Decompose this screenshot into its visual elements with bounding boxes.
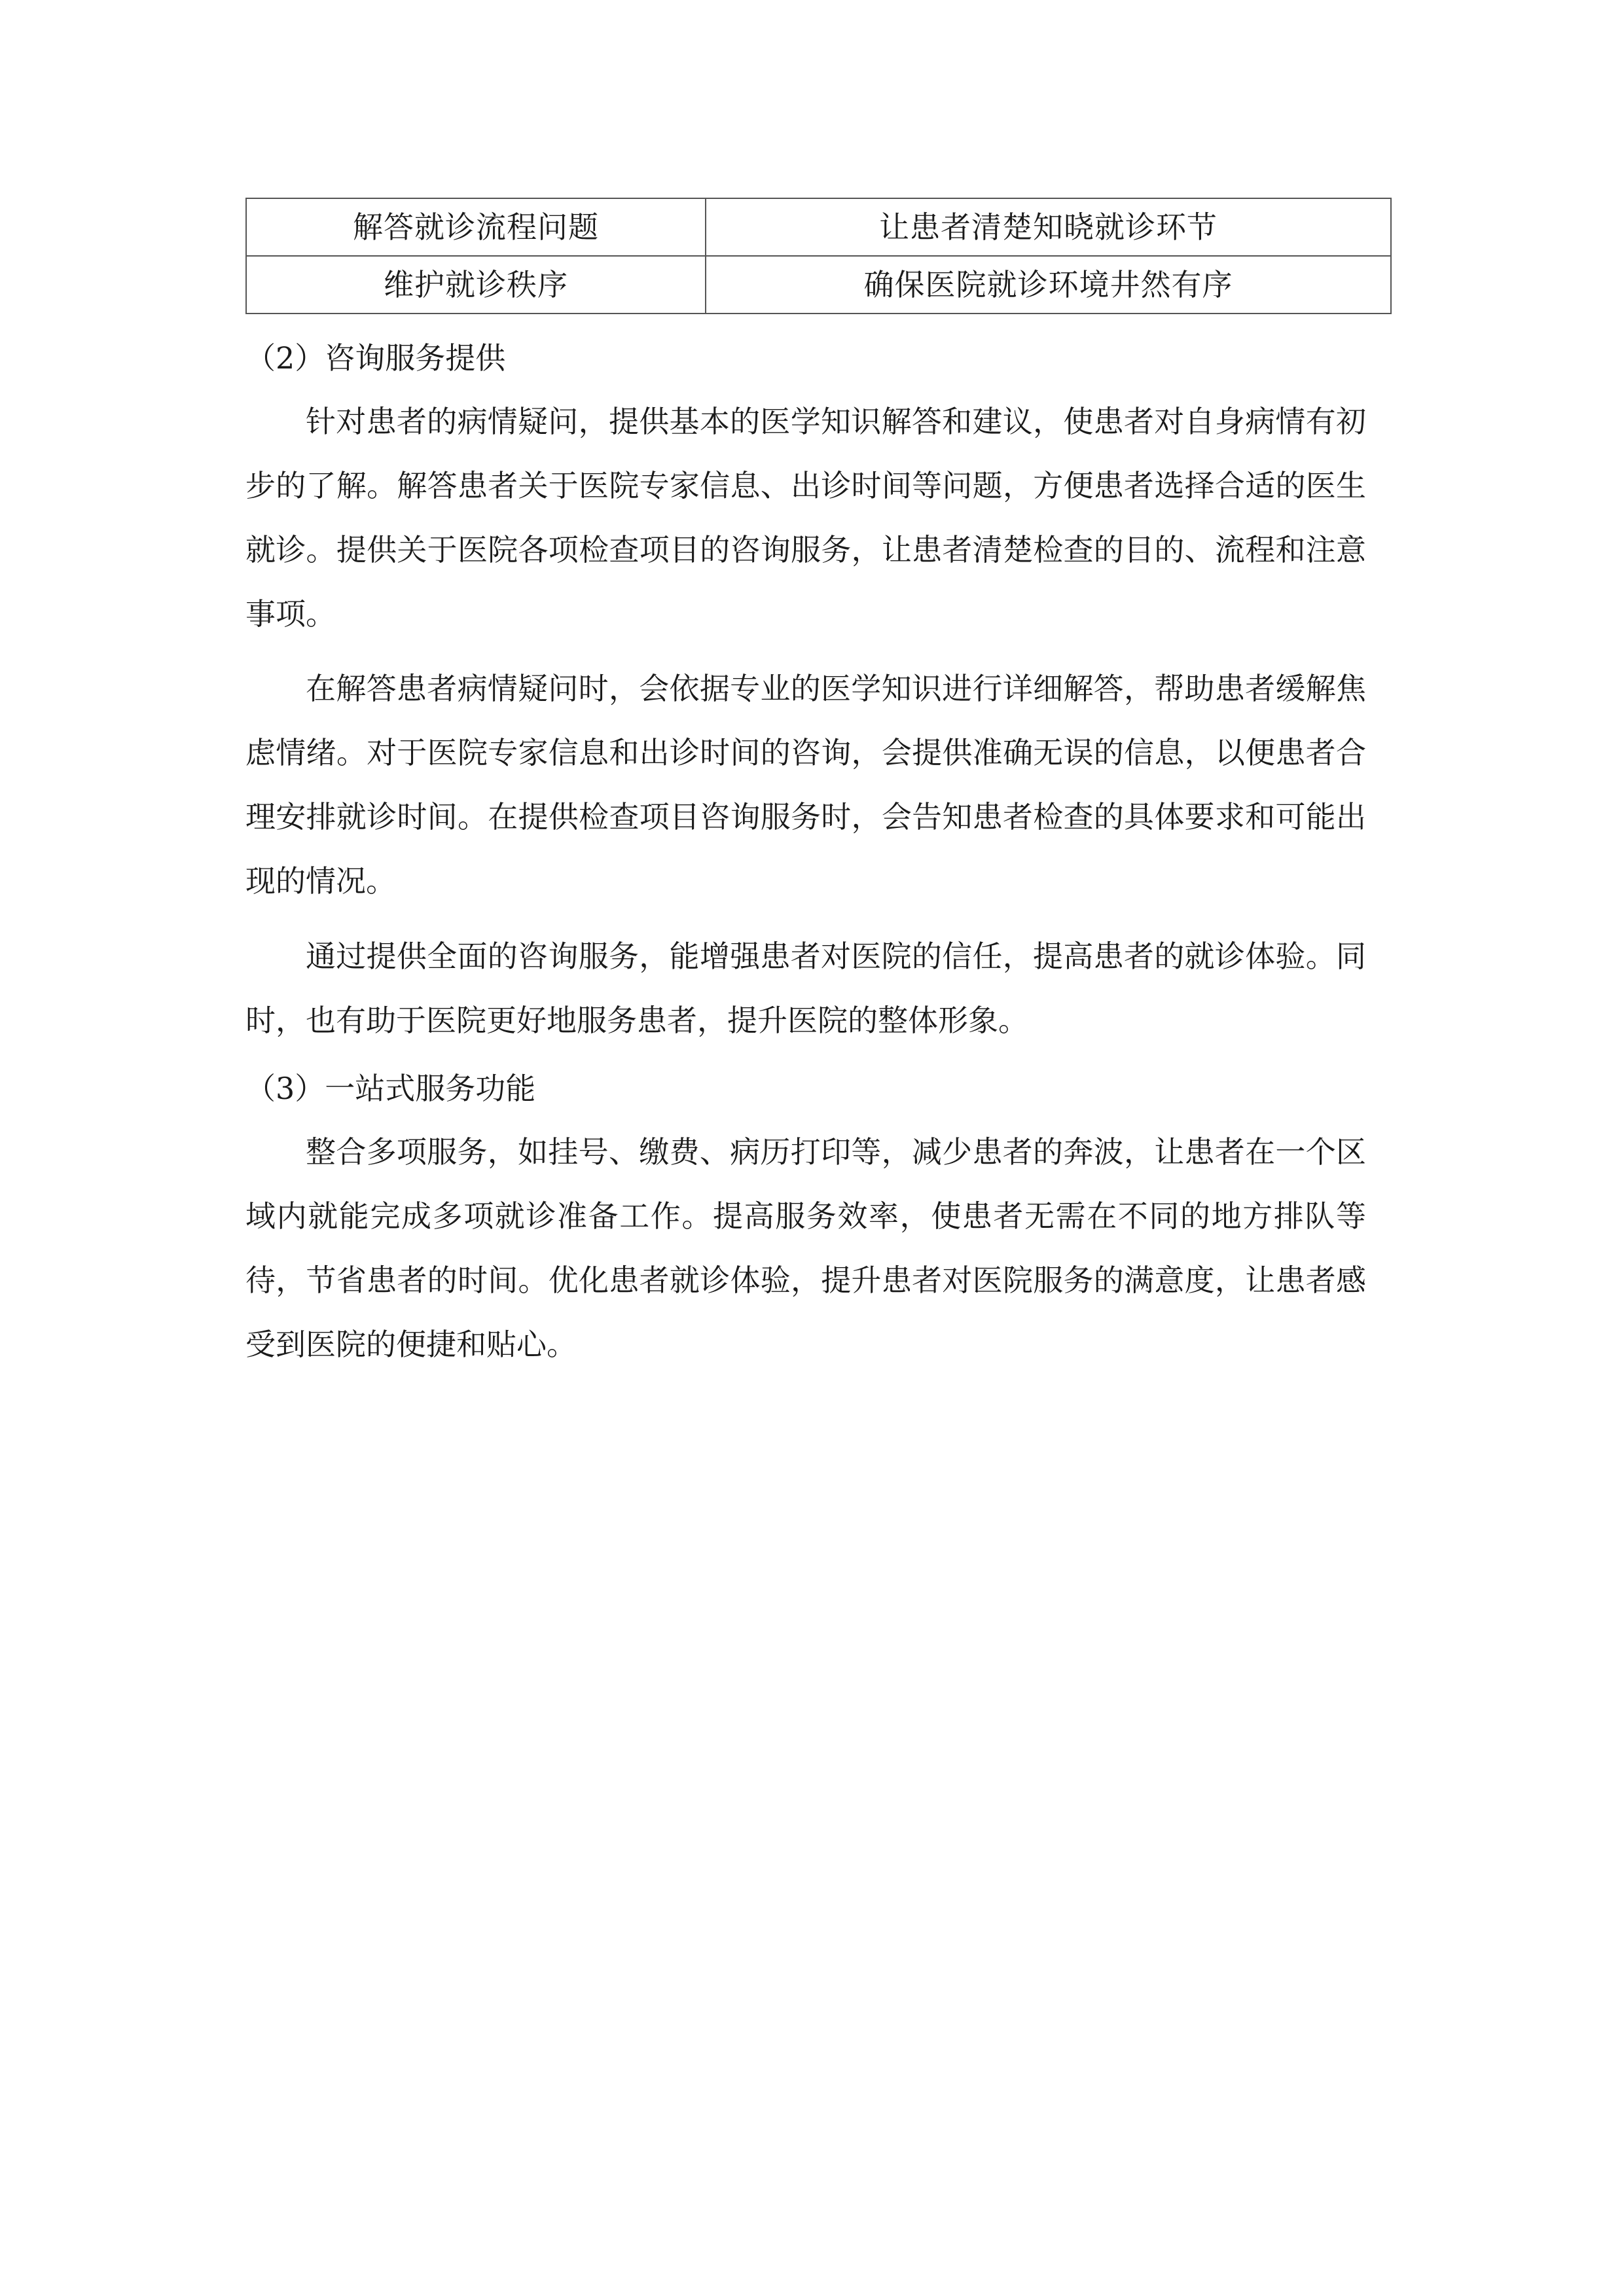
table-cell: 解答就诊流程问题 <box>246 198 706 256</box>
table-row <box>246 198 1391 256</box>
paragraph: 通过提供全面的咨询服务，能增强患者对医院的信任，提高患者的就诊体验。同时，也有助于医院更好地服务患者，提升医院的整体形象。 <box>245 939 1366 1038</box>
paragraph: 整合多项服务，如挂号、缴费、病历打印等，减少患者的奔波，让患者在一个区域内就能完成多项就诊准备工作。提高服务效率，使患者无需在不同的地方排队等待，节省患者的时间。优化患者就诊体验，提升患者对医院服务的满意度，让患者感受到医院的便捷和贴心。 <box>245 1134 1366 1362</box>
section-heading: （3）一站式服务功能 <box>245 1071 536 1106</box>
section-heading: （2）咨询服务提供 <box>245 340 506 376</box>
table-cell: 确保医院就诊环境井然有序 <box>706 256 1391 314</box>
table-cell: 让患者清楚知晓就诊环节 <box>706 198 1391 256</box>
table-row <box>246 256 1391 314</box>
service-table <box>245 198 1392 314</box>
paragraph: 在解答患者病情疑问时，会依据专业的医学知识进行详细解答，帮助患者缓解焦虑情绪。对于医院专家信息和出诊时间的咨询，会提供准确无误的信息，以便患者合理安排就诊时间。在提供检查项目咨询服务时，会告知患者检查的具体要求和可能出现的情况。 <box>245 671 1366 899</box>
table-cell: 维护就诊秩序 <box>246 256 706 314</box>
paragraph: 针对患者的病情疑问，提供基本的医学知识解答和建议，使患者对自身病情有初步的了解。解答患者关于医院专家信息、出诊时间等问题，方便患者选择合适的医生就诊。提供关于医院各项检查项目的咨询服务，让患者清楚检查的目的、流程和注意事项。 <box>245 404 1366 632</box>
